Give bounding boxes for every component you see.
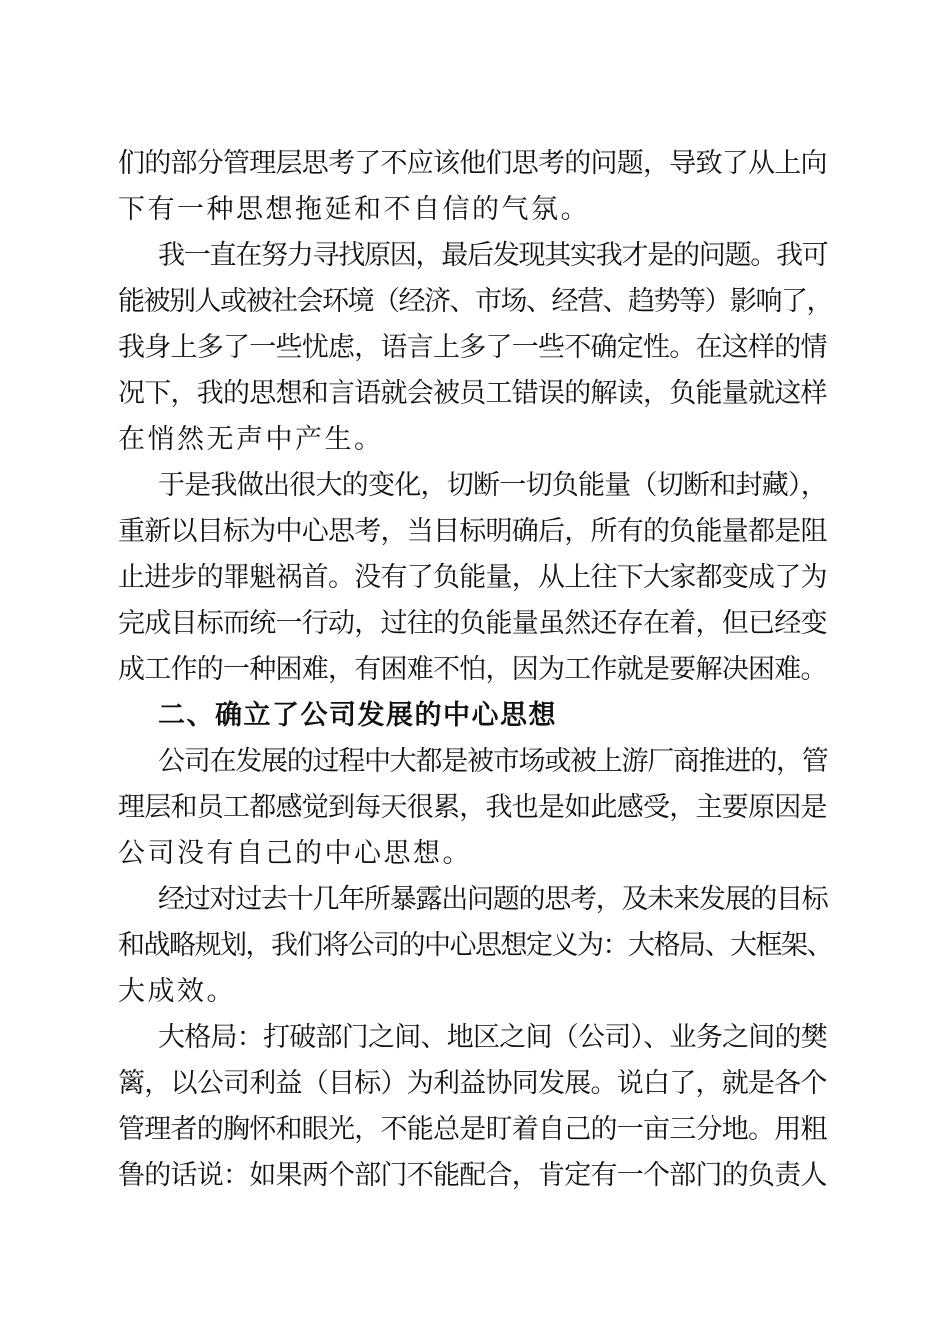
document-body bbox=[118, 141, 832, 1199]
paragraph-line: 们的部分管理层思考了不应该他们思考的问题，导致了从上向 bbox=[118, 148, 827, 179]
paragraph-line: 公司没有自己的中心思想。 bbox=[118, 838, 472, 869]
paragraph-line: 能被别人或被社会环境（经济、市场、经营、趋势等）影响了， bbox=[118, 286, 832, 317]
paragraph-line: 下有一种思想拖延和不自信的气氛。 bbox=[118, 194, 590, 225]
paragraph-line: 我一直在努力寻找原因，最后发现其实我才是的问题。我可 bbox=[158, 240, 828, 271]
paragraph-line: 止进步的罪魁祸首。没有了负能量，从上往下大家都变成了为 bbox=[118, 562, 827, 593]
paragraph-line: 篱，以公司利益（目标）为利益协同发展。说白了，就是各个 bbox=[118, 1068, 827, 1099]
paragraph-line: 大格局：打破部门之间、地区之间（公司）、业务之间的樊 bbox=[158, 1022, 827, 1053]
paragraph-line: 于是我做出很大的变化，切断一切负能量（切断和封藏）， bbox=[158, 470, 827, 501]
paragraph-line: 和战略规划，我们将公司的中心思想定义为：大格局、大框架、 bbox=[118, 930, 832, 961]
paragraph-line: 公司在发展的过程中大都是被市场或被上游厂商推进的，管 bbox=[158, 746, 828, 777]
paragraph-line: 重新以目标为中心思考，当目标明确后，所有的负能量都是阻 bbox=[118, 516, 827, 547]
paragraph-line: 况下，我的思想和言语就会被员工错误的解读，负能量就这样 bbox=[118, 378, 827, 409]
paragraph-line: 我身上多了一些忧虑，语言上多了一些不确定性。在这样的情 bbox=[118, 332, 827, 363]
paragraph-line: 大成效。 bbox=[118, 976, 236, 1007]
paragraph-line: 理层和员工都感觉到每天很累，我也是如此感受，主要原因是 bbox=[118, 792, 827, 823]
paragraph-line: 成工作的一种困难，有困难不怕，因为工作就是要解决困难。 bbox=[118, 654, 827, 685]
paragraph-line: 管理者的胸怀和眼光，不能总是盯着自己的一亩三分地。用粗 bbox=[118, 1114, 827, 1145]
paragraph-line: 经过对过去十几年所暴露出问题的思考，及未来发展的目标 bbox=[158, 884, 828, 915]
paragraph-line: 鲁的话说：如果两个部门不能配合，肯定有一个部门的负责人 bbox=[118, 1160, 827, 1191]
paragraph-line: 在悄然无声中产生。 bbox=[118, 424, 384, 455]
section-heading: 二、确立了公司发展的中心思想 bbox=[158, 700, 557, 731]
paragraph-line: 完成目标而统一行动，过往的负能量虽然还存在着，但已经变 bbox=[118, 608, 827, 639]
